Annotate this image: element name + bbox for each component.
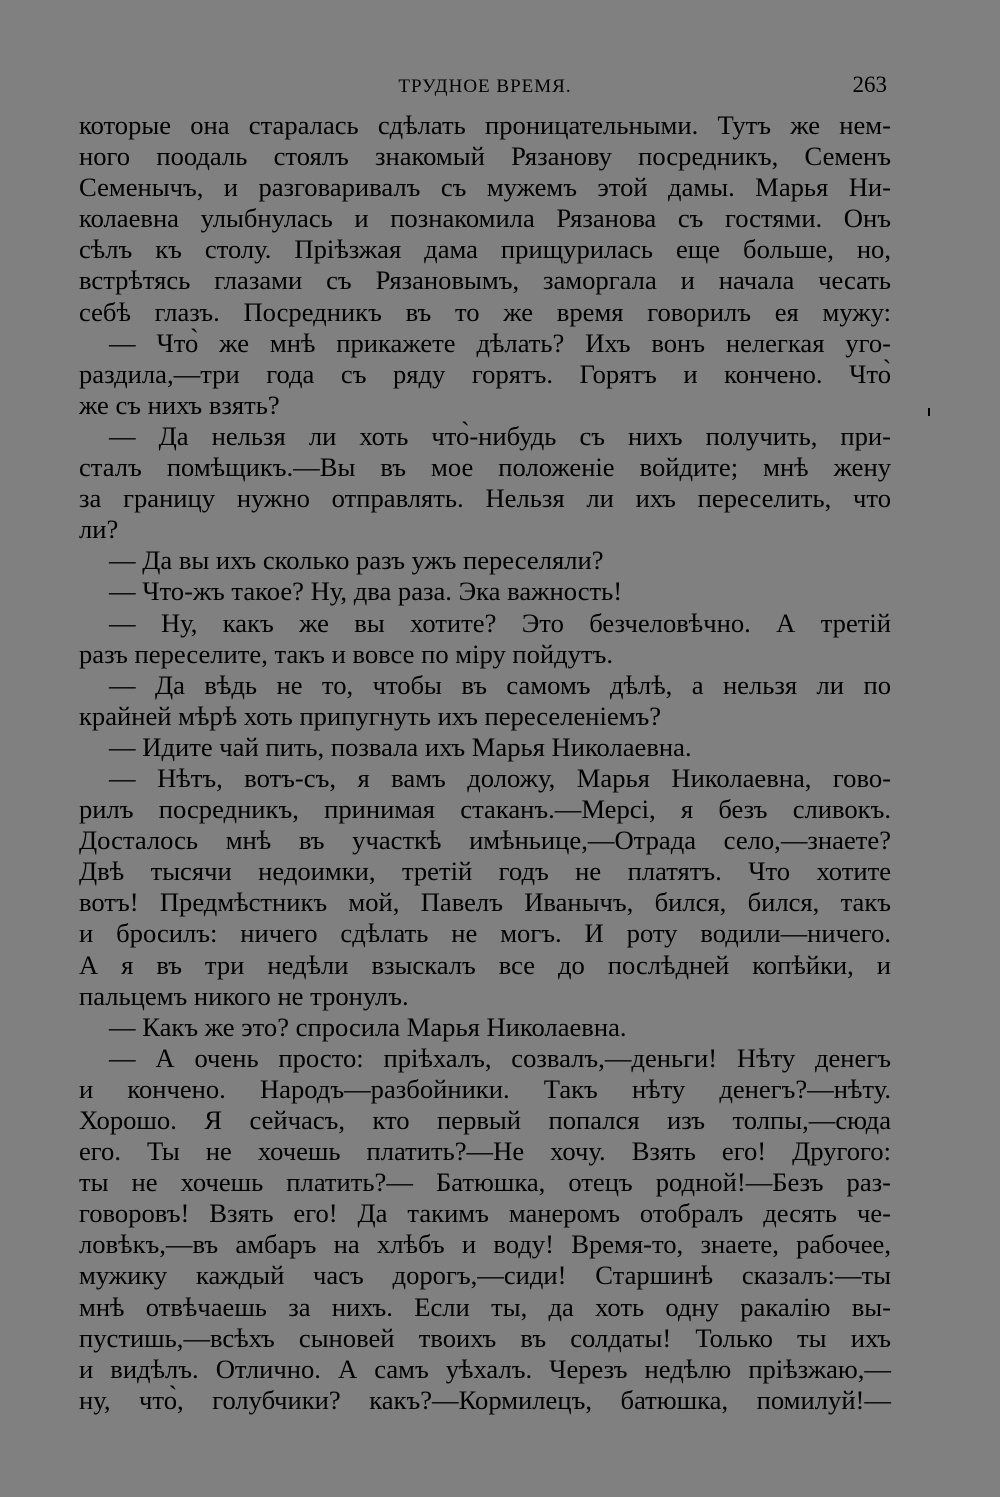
text-line: Хорошо. Я сейчасъ, кто первый попался изъ толпы,—сюда bbox=[79, 1105, 891, 1135]
text-line: — Какъ же это? спросила Марья Николаевна. bbox=[109, 1011, 627, 1042]
running-title: ТРУДНОЕ ВРЕМЯ. bbox=[398, 76, 572, 97]
text-line: пустишь,—всѣхъ сыновей твоихъ въ солдаты! Только ты ихъ bbox=[79, 1322, 891, 1353]
text-line: пальцемъ никого не тронулъ. bbox=[79, 980, 409, 1011]
text-line: — Да вы ихъ сколько разъ ужъ переселяли? bbox=[109, 545, 604, 576]
text-line: встрѣтясь глазами съ Рязановымъ, заморгала и начала чесать bbox=[79, 265, 891, 296]
text-line: ловѣкъ,—въ амбаръ на хлѣбъ и воду! Время-то, знаете, рабочее, bbox=[79, 1229, 891, 1260]
text-line: за границу нужно отправлять. Нельзя ли ихъ переселить, что bbox=[79, 483, 891, 514]
text-line: его. Ты не хочешь платить?—Не хочу. Взять его! Другого: bbox=[79, 1136, 891, 1167]
text-line: ного поодаль стоялъ знакомый Рязанову посредникъ, Семенъ bbox=[79, 141, 891, 172]
text-line: и кончено. Народъ—разбойники. Такъ нѣту денегъ?—нѣту. bbox=[79, 1073, 891, 1104]
scan-speck bbox=[928, 408, 930, 416]
text-line: — Что-жъ такое? Ну, два раза. Эка важность! bbox=[109, 576, 623, 607]
text-line: Семенычъ, и разговаривалъ съ мужемъ этой дамы. Марья Ни- bbox=[79, 172, 891, 203]
text-line: — Что̀ же мнѣ прикажете дѣлать? Ихъ вонъ нелегкая уго- bbox=[109, 327, 891, 358]
text-line: — Да вѣдь не то, чтобы въ самомъ дѣлѣ, а нельзя ли по bbox=[109, 669, 891, 700]
text-line: же съ нихъ взять? bbox=[79, 389, 280, 420]
text-line: — Идите чай пить, позвала ихъ Марья Николаевна. bbox=[109, 731, 692, 762]
text-line: крайней мѣрѣ хоть припугнуть ихъ переселеніемъ? bbox=[79, 700, 662, 731]
text-line: ли? bbox=[79, 514, 119, 545]
text-line: сѣлъ къ столу. Пріѣзжая дама прищурилась еще больше, но, bbox=[79, 234, 891, 265]
text-line: — А очень просто: пріѣхалъ, созвалъ,—деньги! Нѣту денегъ bbox=[109, 1042, 891, 1073]
text-line: которые она старалась сдѣлать проницательными. Тутъ же нем- bbox=[79, 110, 891, 140]
text-line: — Да нельзя ли хоть что̀-нибудь съ нихъ получить, при- bbox=[109, 420, 891, 451]
text-line: Двѣ тысячи недоимки, третій годъ не платятъ. Что хотите bbox=[79, 856, 891, 887]
text-line: рилъ посредникъ, принимая стаканъ.—Мерсі, я безъ сливокъ. bbox=[79, 794, 891, 825]
running-head bbox=[79, 66, 891, 110]
text-line: себѣ глазъ. Посредникъ въ то же время говорилъ ея мужу: bbox=[79, 296, 891, 327]
text-line: ну, что̀, голубчики? какъ?—Кормилецъ, батюшка, помилуй!— bbox=[79, 1384, 891, 1415]
text-line: А я въ три недѣли взыскалъ все до послѣдней копѣйки, и bbox=[79, 949, 891, 980]
text-line: сталъ помѣщикъ.—Вы въ мое положеніе войдите; мнѣ жену bbox=[79, 452, 891, 483]
text-line: Досталось мнѣ въ участкѣ имѣньице,—Отрада село,—знаете? bbox=[79, 825, 891, 856]
text-line: колаевна улыбнулась и познакомила Рязанова съ гостями. Онъ bbox=[79, 203, 891, 234]
text-line: вотъ! Предмѣстникъ мой, Павелъ Иванычъ, бился, бился, такъ bbox=[79, 887, 891, 918]
body-text bbox=[79, 110, 891, 1416]
text-line: ты не хочешь платить?— Батюшка, отецъ родной!—Безъ раз- bbox=[79, 1167, 891, 1198]
text-line: раздила,—три года съ ряду горятъ. Горятъ и кончено. Что̀ bbox=[79, 358, 891, 389]
page-number: 263 bbox=[852, 72, 887, 97]
text-line: мнѣ отвѣчаешь за нихъ. Если ты, да хоть одну ракалію вы- bbox=[79, 1291, 891, 1322]
text-line: говоровъ! Взять его! Да такимъ манеромъ отобралъ десять че- bbox=[79, 1198, 891, 1229]
text-line: и видѣлъ. Отлично. А самъ уѣхалъ. Черезъ недѣлю пріѣзжаю,— bbox=[79, 1353, 891, 1384]
text-line: мужику каждый часъ дорогъ,—сиди! Старшинѣ сказалъ:—ты bbox=[79, 1260, 891, 1291]
book-page bbox=[79, 66, 891, 1416]
text-line: разъ переселите, такъ и вовсе по міру пойдутъ. bbox=[79, 638, 614, 669]
text-line: — Нѣтъ, вотъ-съ, я вамъ доложу, Марья Николаевна, гово- bbox=[109, 762, 891, 793]
text-line: и бросилъ: ничего сдѣлать не могъ. И роту водили—ничего. bbox=[79, 918, 891, 949]
text-line: — Ну, какъ же вы хотите? Это безчеловѣчно. А третій bbox=[109, 607, 891, 638]
